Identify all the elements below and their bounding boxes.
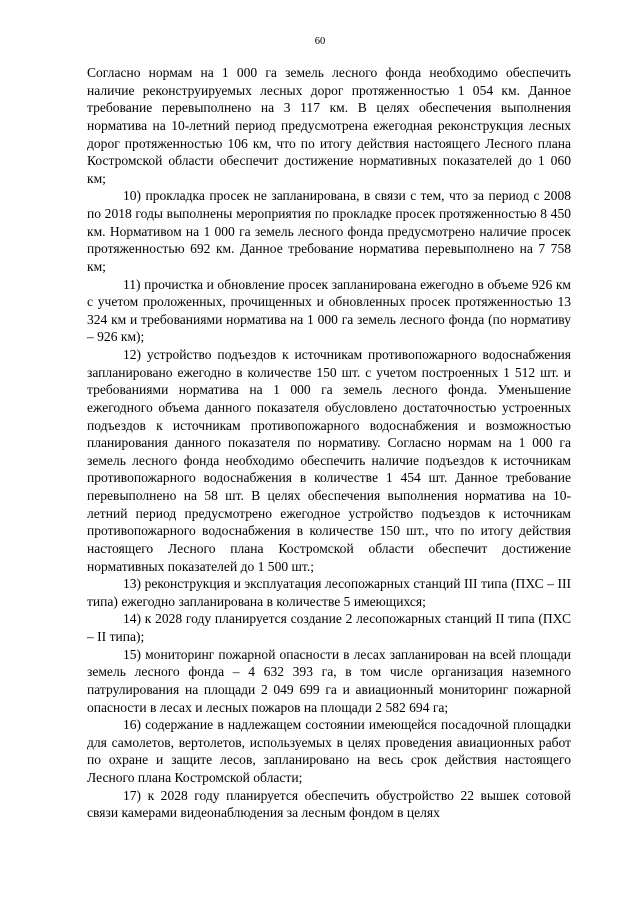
paragraph: 17) к 2028 году планируется обеспечить обустройство 22 вышек сотовой связи камерами видеонаблюдения за лесным фондом в целях xyxy=(87,787,571,821)
paragraph: 11) прочистка и обновление просек запланирована ежегодно в объеме 926 км с учетом проложенных, прочищенных и обновленных просек протяженностью 13 324 км и требованиями норматива на 1 000 га земель лесного фонда (по нормативу – 926 км); xyxy=(87,276,571,345)
paragraph: 14) к 2028 году планируется создание 2 лесопожарных станций II типа (ПХС – II типа); xyxy=(87,611,571,644)
body-text xyxy=(87,64,571,822)
page-number: 60 xyxy=(314,36,326,47)
paragraph: 15) мониторинг пожарной опасности в лесах запланирован на всей площади земель лесного фонда – 4 632 393 га, в том числе организация наземного патрулирования на площади 2 049 699 га и авиационный мониторинг пожарной опасности в лесах и лесных пожаров на площади 2 582 694 га; xyxy=(87,646,571,715)
paragraph: 10) прокладка просек не запланирована, в связи с тем, что за период с 2008 по 2018 годы выполнены мероприятия по прокладке просек протяженностью 8 450 км. Нормативом на 1 000 га земель лесного фонда предусмотрено наличие просек протяженностью 692 км. Данное требование норматива перевыполнено на 7 758 км; xyxy=(87,188,571,274)
paragraph: Согласно нормам на 1 000 га земель лесного фонда необходимо обеспечить наличие реконструируемых лесных дорог протяженностью 1 054 км. Данное требование перевыполнено на 3 117 км. В целях обеспечения выполнения норматива на 10-летний период предусмотрена ежегодная реконструкция лесных дорог протяженностью 106 км, что по итогу действия настоящего Лесного плана Костромской области обеспечит достижение нормативных показателей до 1 060 км; xyxy=(87,65,571,186)
paragraph: 16) содержание в надлежащем состоянии имеющейся посадочной площадки для самолетов, вертолетов, используемых в целях проведения авиационных работ по охране и защите лесов, запланировано на весь срок действия настоящего Лесного плана Костромской области; xyxy=(87,717,571,785)
paragraph: 13) реконструкция и эксплуатация лесопожарных станций III типа (ПХС – III типа) ежегодно запланирована в количестве 5 имеющихся; xyxy=(87,576,571,609)
paragraph: 12) устройство подъездов к источникам противопожарного водоснабжения запланировано ежегодно в количестве 150 шт. с учетом построенных 1 512 шт. и требованиями норматива на 1 000 га земель лесного фонда. Уменьшение ежегодного объема данного показателя обусловлено достаточностью устроенных подъездов к источникам противопожарного водоснабжения и возможностью планирования данного показателя по нормативу. Согласно нормам на 1 000 га земель лесного фонда необходимо обеспечить наличие подъездов к источникам противопожарного водоснабжения в количестве 1 454 шт. Данное требование перевыполнено на 58 шт. В целях обеспечения выполнения норматива на 10-летний период предусмотрено ежегодное устройство подъездов к источникам противопожарного водоснабжения в количестве 150 шт., что по итогу действия настоящего Лесного плана Костромской области обеспечит достижение нормативных показателей до 1 500 шт.; xyxy=(87,347,571,574)
